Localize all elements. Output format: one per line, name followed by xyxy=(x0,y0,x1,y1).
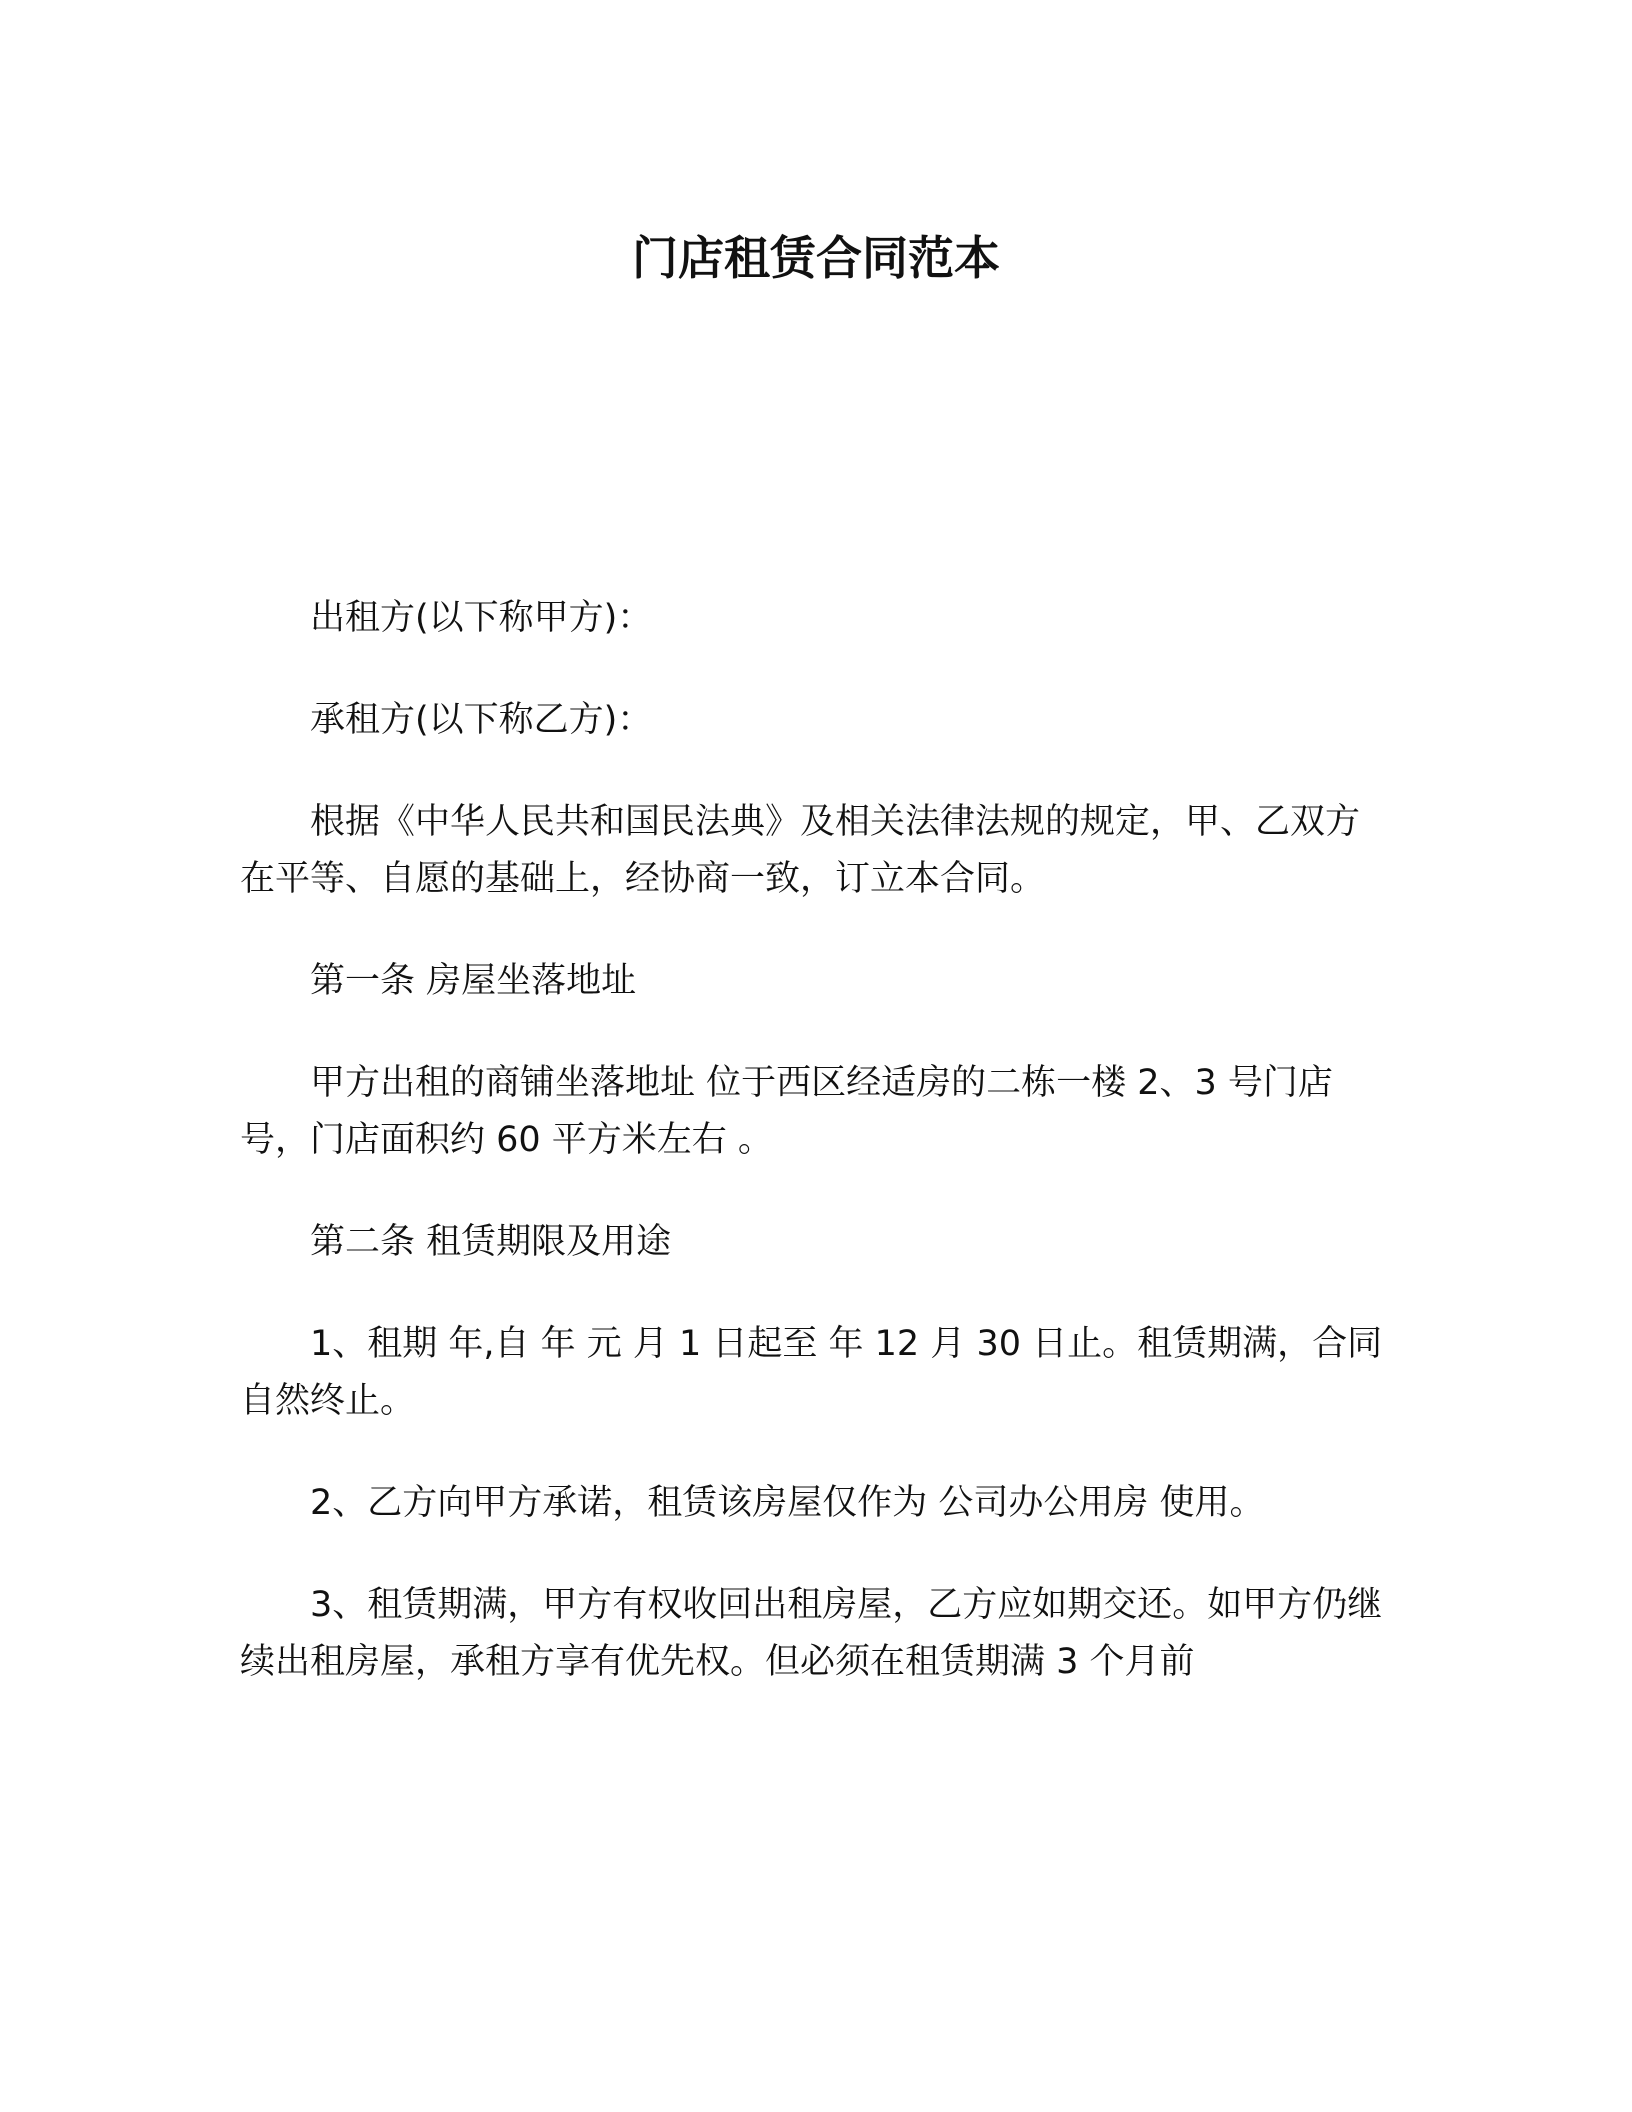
paragraph-usage: 2、乙方向甲方承诺，租赁该房屋仅作为 公司办公用房 使用。 xyxy=(310,1483,1265,1523)
paragraph-lessor: 出租方(以下称甲方)： xyxy=(310,598,653,638)
paragraph-term: 1、租期 年,自 年 元 月 1 日起至 年 12 月 30 日止。租赁期满，合同自然终止。 xyxy=(240,1324,1383,1421)
heading-article-2: 第二条 租赁期限及用途 xyxy=(310,1222,672,1262)
paragraph-preamble: 根据《中华人民共和国民法典》及相关法律法规的规定，甲、乙双方在平等、自愿的基础上，经协商一致，订立本合同。 xyxy=(240,802,1361,899)
heading-article-1: 第一条 房屋坐落地址 xyxy=(310,961,637,1001)
paragraph-renewal: 3、租赁期满，甲方有权收回出租房屋，乙方应如期交还。如甲方仍继续出租房屋，承租方享有优先权。但必须在租赁期满 3 个月前 xyxy=(240,1585,1383,1682)
paragraph-address: 甲方出租的商铺坐落地址 位于西区经适房的二栋一楼 2、3 号门店 号，门店面积约 60 平方米左右 。 xyxy=(240,1063,1333,1160)
paragraph-lessee: 承租方(以下称乙方)： xyxy=(310,700,653,740)
document-body xyxy=(240,590,1392,1691)
document-title: 门店租赁合同范本 xyxy=(632,231,1000,285)
